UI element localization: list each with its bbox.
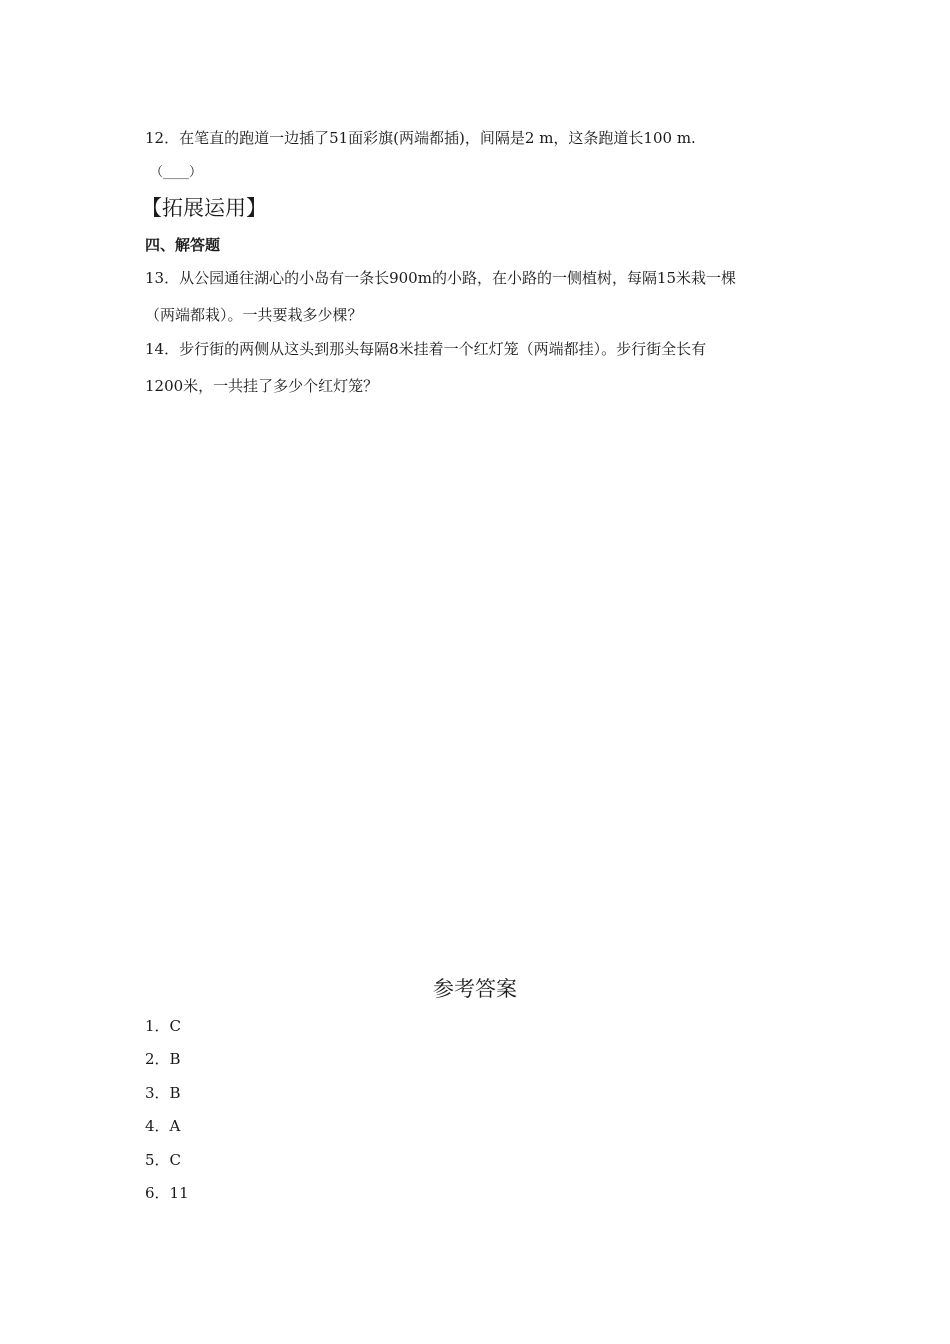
question-13-line-1: 13．从公园通往湖心的小岛有一条长900m的小路，在小路的一侧植树，每隔15米栽一棵 — [145, 269, 737, 287]
question-12-line-1: 12．在笔直的跑道一边插了51面彩旗(两端都插)，间隔是2 m，这条跑道长100 m. — [145, 129, 696, 147]
question-13-line-2: （两端都栽）。一共要栽多少棵？ — [145, 306, 363, 324]
answer-item: 2．B — [145, 1050, 181, 1068]
question-14-line-1: 14．步行街的两侧从这头到那头每隔8米挂着一个红灯笼（两端都挂）。步行街全长有 — [145, 340, 707, 358]
answer-item: 3．B — [145, 1084, 181, 1102]
question-12-answer-blank: （____） — [150, 165, 203, 180]
answer-item: 4．A — [145, 1117, 181, 1135]
answer-item: 6．11 — [145, 1184, 189, 1202]
question-14-line-2: 1200米，一共挂了多少个红灯笼？ — [145, 377, 379, 395]
answer-item: 5．C — [145, 1151, 182, 1169]
answer-item: 1．C — [145, 1017, 182, 1035]
section-subtitle-word-problems: 四、解答题 — [145, 236, 221, 254]
section-title-extended-application: 【拓展运用】 — [141, 196, 267, 220]
answer-key-title: 参考答案 — [433, 977, 517, 1001]
